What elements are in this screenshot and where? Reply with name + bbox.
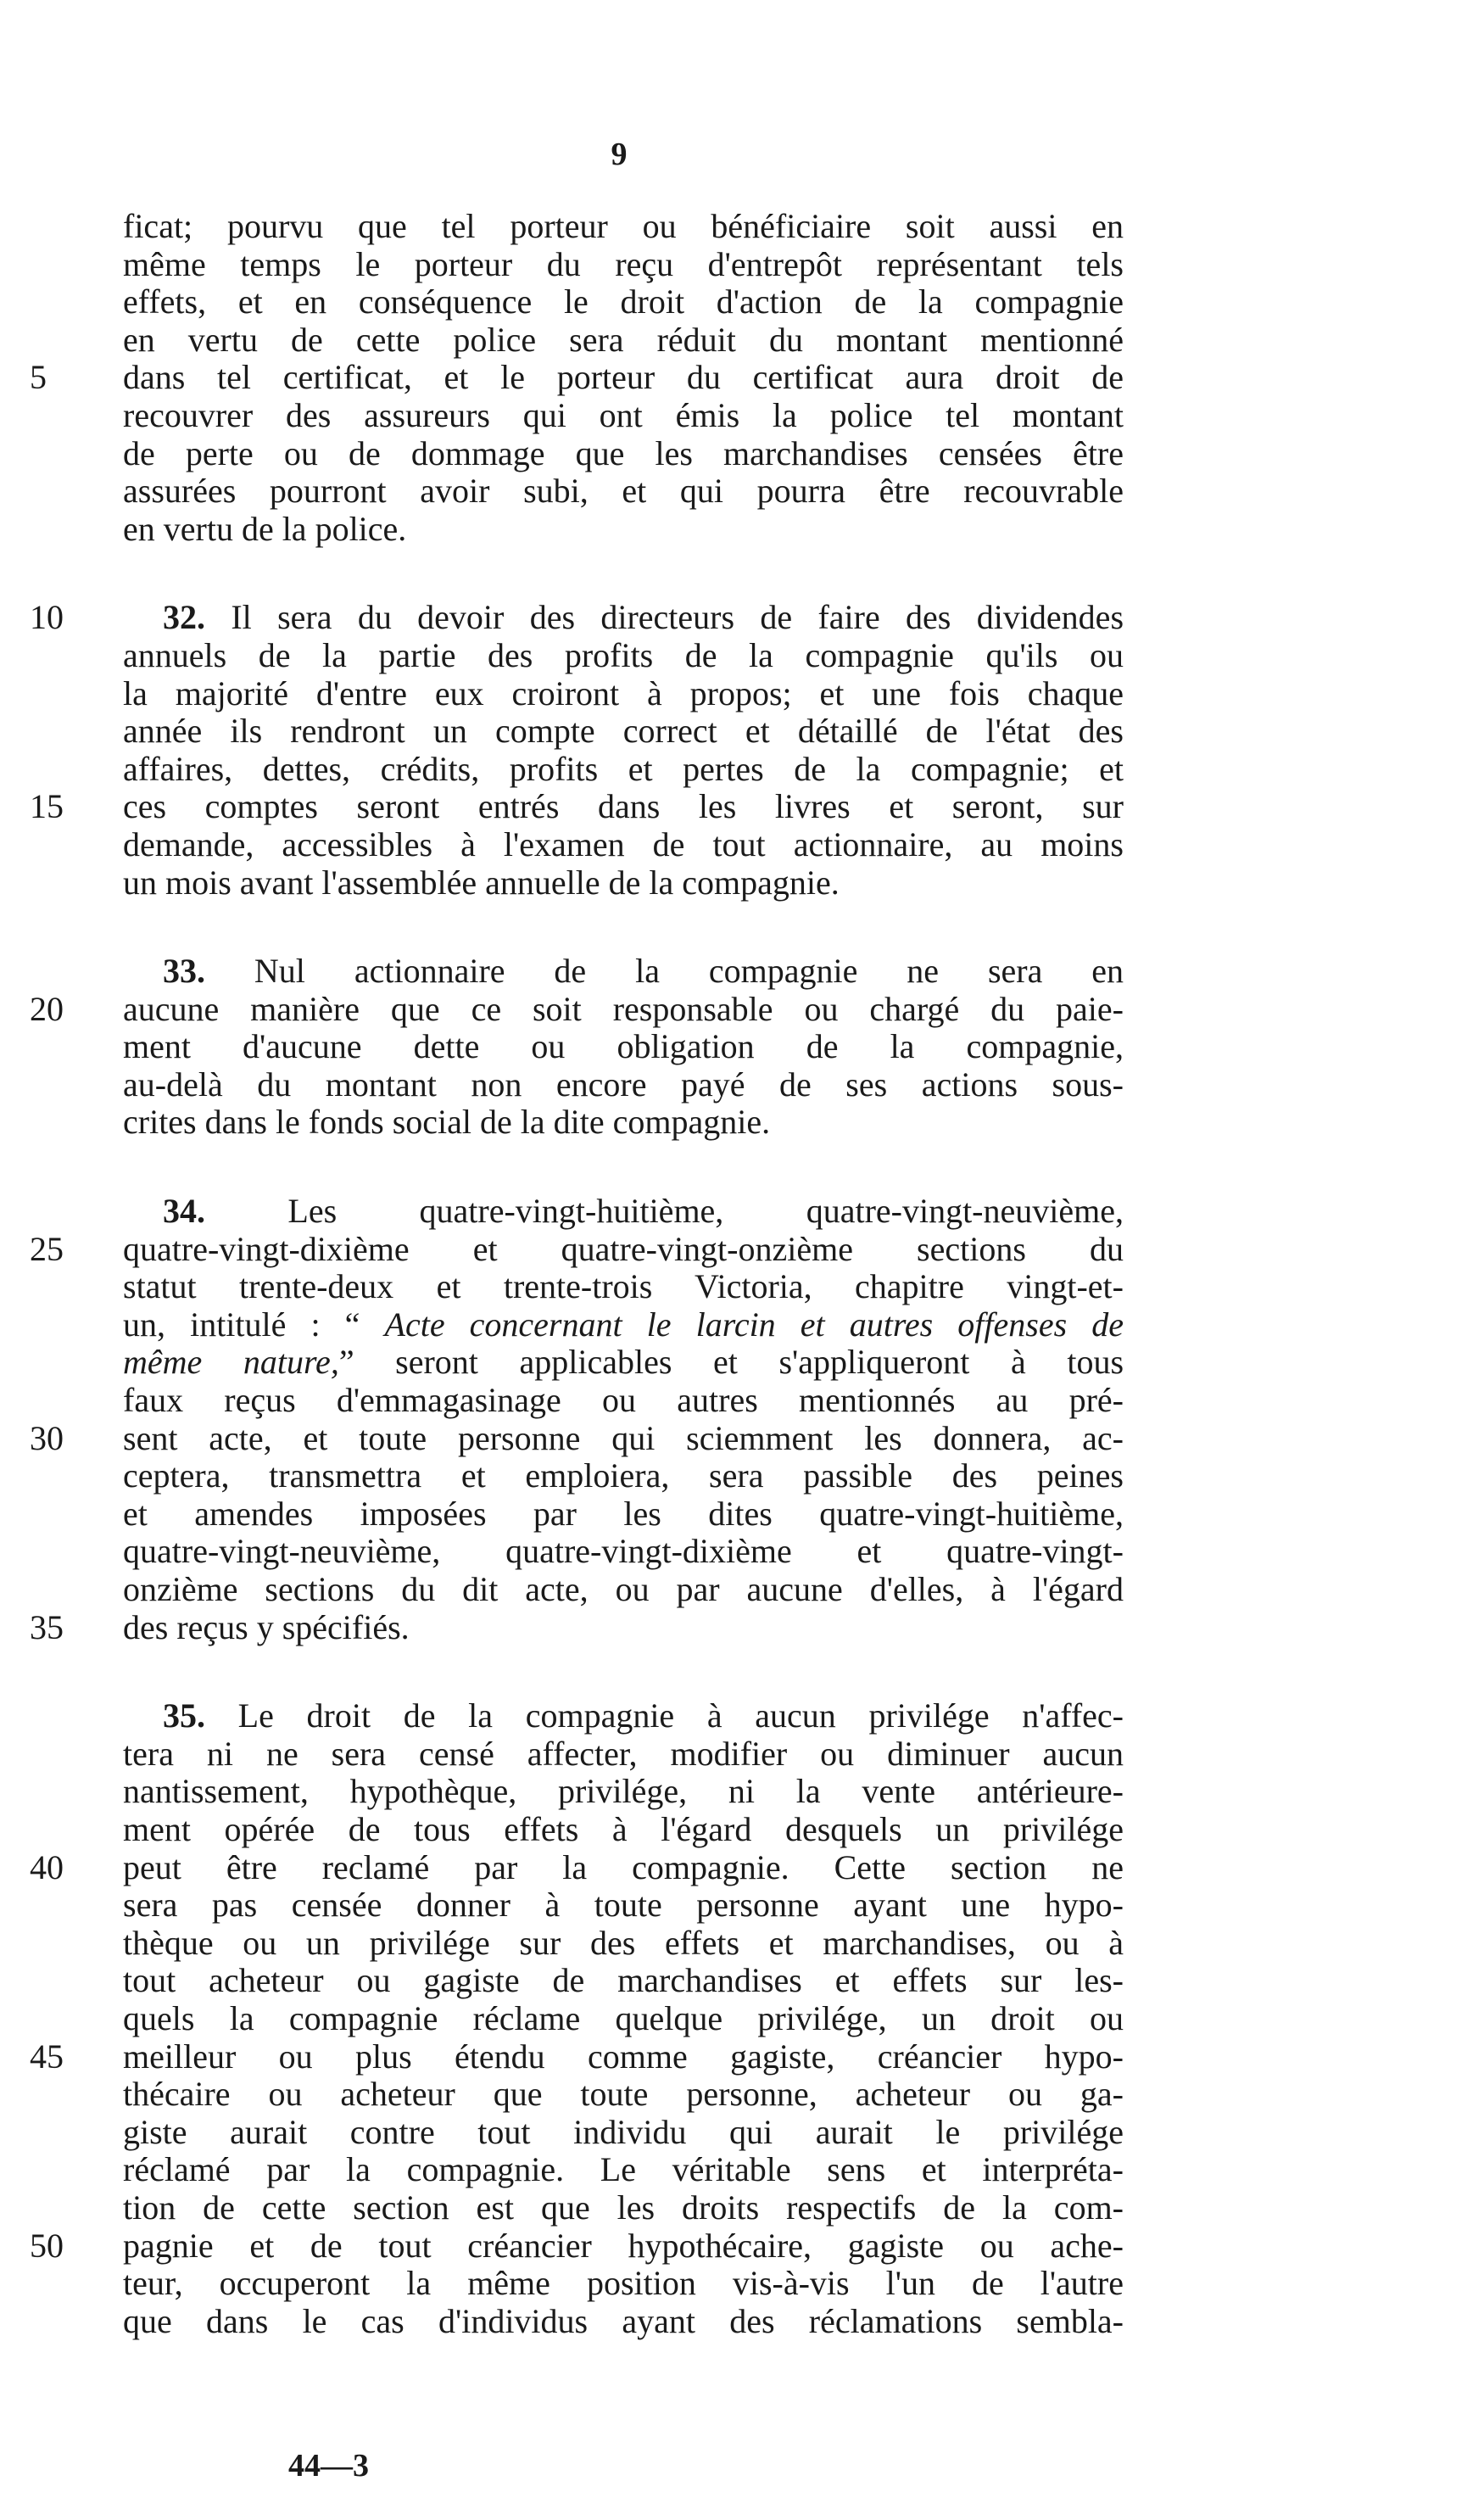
statute-title-italic: même nature, [123, 1343, 339, 1382]
line-text: Le droit de la compagnie à aucun privilége n'affec- [237, 1696, 1124, 1735]
line-text: Nul actionnaire de la compagnie ne sera en [254, 952, 1124, 991]
line-text: affaires, dettes, crédits, profits et pertes de la compagnie; et [123, 749, 1124, 788]
text-line [123, 1811, 1124, 1849]
section-number: 35. [163, 1696, 205, 1735]
line-text: tion de cette section est que les droits respectifs de la com- [123, 2188, 1124, 2227]
paragraph-gap [123, 902, 1124, 953]
line-text: crites dans le fonds social de la dite compagnie. [123, 1103, 771, 1142]
printer-signature: 44—3 [288, 2448, 369, 2484]
text-line [123, 472, 1124, 511]
text-line [123, 1268, 1124, 1306]
line-text: même temps le porteur du reçu d'entrepôt représentant tels [123, 244, 1124, 283]
text-line [123, 1193, 1124, 1231]
text-line [123, 511, 1124, 549]
line-text: Il sera du devoir des directeurs de faire des dividendes [231, 598, 1124, 637]
line-text: des reçus y spécifiés. [123, 1607, 410, 1646]
line-number: 25 [30, 1229, 64, 1268]
text-line [123, 1457, 1124, 1495]
paragraph [30, 1696, 1124, 2340]
line-text: ceptera, transmettra et emploiera, sera passible des peines [123, 1456, 1124, 1495]
text-line [123, 1344, 1124, 1382]
line-text: giste aurait contre tout individu qui aurait le privilége [123, 2112, 1124, 2151]
line-text: teur, occuperont la même position vis-à-vis l'un de l'autre [123, 2264, 1124, 2303]
line-text: ment d'aucune dette ou obligation de la compagnie, [123, 1027, 1124, 1066]
text-line [123, 2265, 1124, 2303]
text-line [123, 712, 1124, 751]
text-line [123, 2303, 1124, 2341]
line-text: peut être reclamé par la compagnie. Cette section ne [123, 1847, 1124, 1886]
text-line [123, 435, 1124, 473]
line-text: sera pas censée donner à toute personne ayant une hypo- [123, 1886, 1124, 1925]
line-number: 40 [30, 1847, 64, 1886]
line-text: recouvrer des assureurs qui ont émis la police tel montant [123, 395, 1124, 434]
line-number: 10 [30, 598, 64, 637]
text-line [123, 1104, 1124, 1142]
line-text: meilleur ou plus étendu comme gagiste, créancier hypo- [123, 2037, 1124, 2076]
line-number: 5 [30, 358, 47, 397]
line-text: thécaire ou acheteur que toute personne, acheteur ou ga- [123, 2075, 1124, 2114]
line-text: assurées pourront avoir subi, et qui pourra être recouvrable [123, 472, 1124, 511]
line-text: ” seront applicables et s'appliqueront à tous [338, 1343, 1124, 1382]
text-line [123, 1495, 1124, 1534]
line-text: dans tel certificat, et le porteur du certificat aura droit de [123, 358, 1124, 397]
text-line [30, 358, 1124, 397]
text-line [123, 2189, 1124, 2227]
paragraph-gap [123, 1142, 1124, 1193]
paragraph [30, 207, 1124, 548]
text-line [30, 1229, 1124, 1269]
page-number: 9 [611, 137, 628, 172]
line-text: Les quatre-vingt-huitième, quatre-vingt-neuvième, [287, 1192, 1124, 1231]
text-line [123, 2000, 1124, 2038]
line-text: la majorité d'entre eux croiront à propos; et une fois chaque [123, 673, 1124, 712]
section-number: 33. [163, 952, 205, 991]
line-text: aucune manière que ce soit responsable ou chargé du paie- [123, 989, 1124, 1028]
line-text: statut trente-deux et trente-trois Victoria, chapitre vingt-et- [123, 1267, 1124, 1306]
paragraph-gap [123, 1646, 1124, 1697]
text-line [123, 1697, 1124, 1735]
text-line [30, 1607, 1124, 1647]
text-line [123, 2151, 1124, 2189]
text-line [123, 208, 1124, 246]
text-line [123, 1735, 1124, 1774]
line-text: quels la compagnie réclame quelque privilége, un droit ou [123, 1998, 1124, 2037]
text-line [123, 1066, 1124, 1104]
line-text: nantissement, hypothèque, privilége, ni la vente antérieure- [123, 1772, 1124, 1811]
line-text: un, intitulé : “ [123, 1305, 385, 1344]
line-text: et amendes imposées par les dites quatre-vingt-huitième, [123, 1494, 1124, 1533]
line-text: de perte ou de dommage que les marchandises censées être [123, 433, 1124, 472]
line-number: 35 [30, 1607, 64, 1646]
text-line [30, 2226, 1124, 2266]
text-line [123, 751, 1124, 789]
line-text: annuels de la partie des profits de la compagnie qu'ils ou [123, 635, 1124, 674]
text-line [123, 1533, 1124, 1571]
text-line [123, 2076, 1124, 2114]
line-text: sent acte, et toute personne qui sciemment les donnera, ac- [123, 1418, 1124, 1457]
line-text: au-delà du montant non encore payé de ses actions sous- [123, 1065, 1124, 1104]
text-line [123, 675, 1124, 713]
line-text: onzième sections du dit acte, ou par aucune d'elles, à l'égard [123, 1570, 1124, 1608]
text-line [123, 1773, 1124, 1811]
text-line [123, 246, 1124, 284]
section-number: 34. [163, 1192, 205, 1231]
line-text: année ils rendront un compte correct et détaillé de l'état des [123, 712, 1124, 751]
line-text: en vertu de la police. [123, 509, 407, 548]
text-line [30, 989, 1124, 1029]
text-line [123, 637, 1124, 675]
text-line [123, 321, 1124, 360]
text-line [123, 397, 1124, 435]
paragraph [30, 598, 1124, 902]
line-text: effets, et en conséquence le droit d'action de la compagnie [123, 282, 1124, 321]
line-text: que dans le cas d'individus ayant des réclamations sembla- [123, 2301, 1124, 2340]
line-text: quatre-vingt-dixième et quatre-vingt-onzième sections du [123, 1229, 1124, 1268]
line-text: ficat; pourvu que tel porteur ou bénéficiaire soit aussi en [123, 207, 1124, 245]
text-line [123, 1028, 1124, 1066]
line-text: un mois avant l'assemblée annuelle de la compagnie. [123, 863, 840, 902]
line-text: ment opérée de tous effets à l'égard desquels un privilége [123, 1809, 1124, 1848]
text-line [123, 1571, 1124, 1609]
line-text: pagnie et de tout créancier hypothécaire, gagiste ou ache- [123, 2226, 1124, 2265]
line-text: faux reçus d'emmagasinage ou autres mentionnés au pré- [123, 1381, 1124, 1420]
text-line [123, 1886, 1124, 1925]
text-line [30, 787, 1124, 826]
text-line [30, 1847, 1124, 1887]
line-number: 45 [30, 2037, 64, 2076]
line-text: thèque ou un privilége sur des effets et marchandises, ou à [123, 1923, 1124, 1962]
line-number: 20 [30, 989, 64, 1028]
text-line [30, 1418, 1124, 1458]
text-line [123, 283, 1124, 321]
paragraph [30, 1192, 1124, 1646]
section-number: 32. [163, 598, 205, 637]
line-number: 50 [30, 2226, 64, 2265]
line-number: 15 [30, 787, 64, 826]
text-line [30, 2037, 1124, 2076]
statute-title-italic: Acte concernant le larcin et autres offenses de [384, 1305, 1124, 1344]
line-text: ces comptes seront entrés dans les livres et seront, sur [123, 787, 1124, 826]
document-body [30, 207, 1124, 2340]
text-line [30, 598, 1124, 637]
text-line [123, 1306, 1124, 1344]
text-line [123, 1382, 1124, 1420]
line-number: 30 [30, 1418, 64, 1457]
line-text: quatre-vingt-neuvième, quatre-vingt-dixième et quatre-vingt- [123, 1532, 1124, 1571]
line-text: réclamé par la compagnie. Le véritable sens et interpréta- [123, 2150, 1124, 2189]
text-line [123, 1962, 1124, 2000]
paragraph-gap [123, 548, 1124, 599]
line-text: tout acheteur ou gagiste de marchandises et effets sur les- [123, 1961, 1124, 2000]
text-line [123, 864, 1124, 902]
line-text: tera ni ne sera censé affecter, modifier ou diminuer aucun [123, 1734, 1124, 1773]
text-line [123, 1925, 1124, 1963]
text-line [123, 826, 1124, 864]
paragraph [30, 952, 1124, 1142]
line-text: demande, accessibles à l'examen de tout actionnaire, au moins [123, 824, 1124, 863]
text-line [123, 2114, 1124, 2152]
line-text: en vertu de cette police sera réduit du montant mentionné [123, 320, 1124, 359]
text-line [123, 953, 1124, 991]
